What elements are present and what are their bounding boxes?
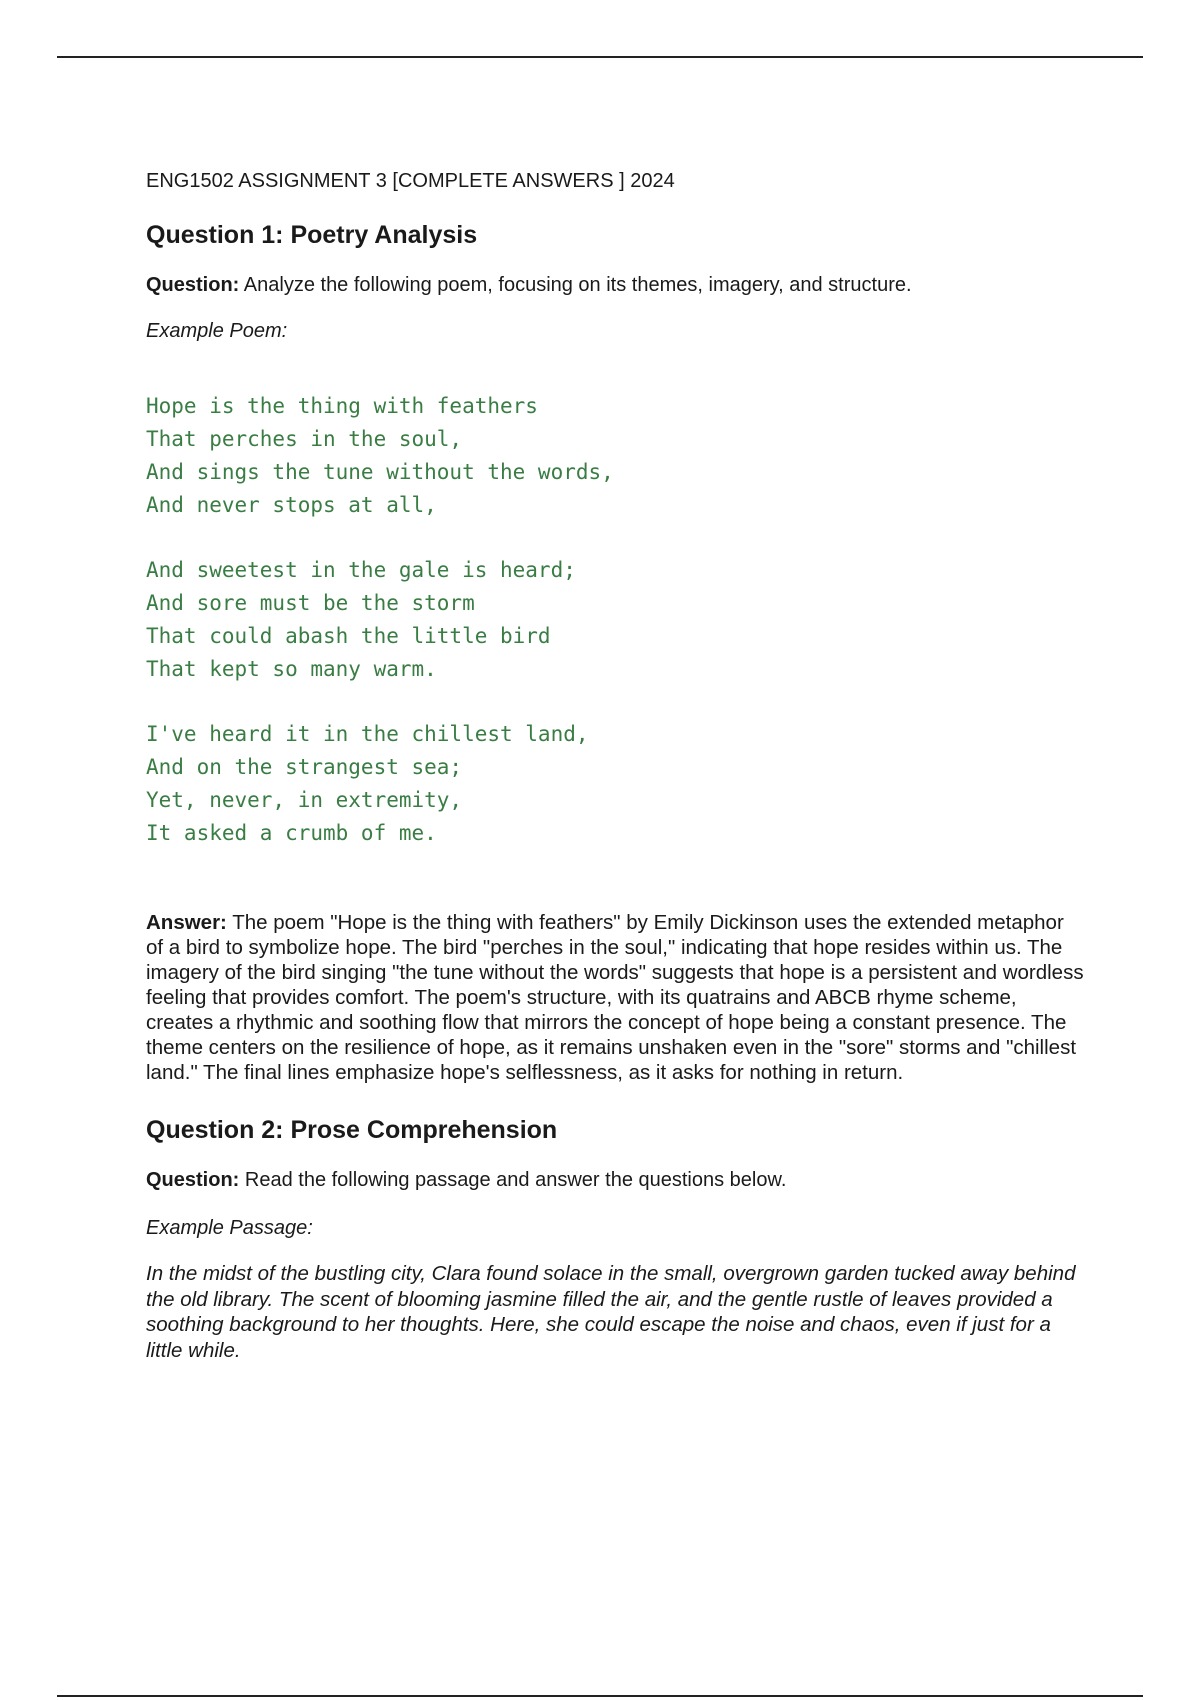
document-body [146, 168, 1086, 1384]
poem-line: And never stops at all, [146, 493, 437, 517]
poem-line: And on the strangest sea; [146, 755, 463, 779]
example-poem-label: Example Poem: [146, 320, 288, 342]
question-1-heading: Question 1: Poetry Analysis [146, 221, 478, 249]
question-2-label: Question: [146, 1169, 240, 1191]
poem-line: Yet, never, in extremity, [146, 788, 463, 812]
poem-block [146, 390, 1086, 850]
poem-line: It asked a crumb of me. [146, 821, 437, 845]
poem-line: That kept so many warm. [146, 657, 437, 681]
example-passage-label: Example Passage: [146, 1217, 313, 1239]
question-1-prompt [146, 272, 1086, 298]
bottom-divider [57, 1695, 1143, 1697]
poem-stanza [146, 554, 1086, 686]
document-title: ENG1502 ASSIGNMENT 3 [COMPLETE ANSWERS ] 2024 [146, 170, 675, 192]
poem-stanza [146, 390, 1086, 522]
answer-label: Answer: [146, 911, 227, 934]
question-1-text: Analyze the following poem, focusing on its themes, imagery, and structure. [239, 274, 912, 296]
answer-text: The poem "Hope is the thing with feathers" by Emily Dickinson uses the extended metaphor of a bird to symbolize hope. The bird "perches in the soul," indicating that hope resides within us. The imagery of the bird singing "the tune without the words" suggests that hope is a persistent and wordless feeling that provides comfort. The poem's structure, with its quatrains and ABCB rhyme scheme, creates a rhythmic and soothing flow that mirrors the concept of hope being a constant presence. The theme centers on the resilience of hope, as it remains unshaken even in the "sore" storms and "chillest land." The final lines emphasize hope's selflessness, as it asks for nothing in return. [146, 911, 1084, 1084]
question-2-heading: Question 2: Prose Comprehension [146, 1116, 558, 1144]
poem-stanza [146, 718, 1086, 850]
poem-line: And sings the tune without the words, [146, 460, 614, 484]
example-passage: In the midst of the bustling city, Clara found solace in the small, overgrown garden tucked away behind the old library. The scent of blooming jasmine filled the air, and the gentle rustle of leaves provided a soothing background to her thoughts. Here, she could escape the noise and chaos, even if just for a little while. [146, 1262, 1076, 1362]
question-1-label: Question: [146, 274, 240, 296]
poem-line: And sore must be the storm [146, 591, 475, 615]
poem-line: Hope is the thing with feathers [146, 394, 538, 418]
top-divider [57, 56, 1143, 58]
poem-line: That could abash the little bird [146, 624, 551, 648]
question-2-prompt [146, 1167, 1086, 1193]
question-2-text: Read the following passage and answer the questions below. [239, 1169, 787, 1191]
question-1-answer [146, 910, 1086, 1085]
poem-line: I've heard it in the chillest land, [146, 722, 589, 746]
poem-line: And sweetest in the gale is heard; [146, 558, 576, 582]
poem-line: That perches in the soul, [146, 427, 463, 451]
